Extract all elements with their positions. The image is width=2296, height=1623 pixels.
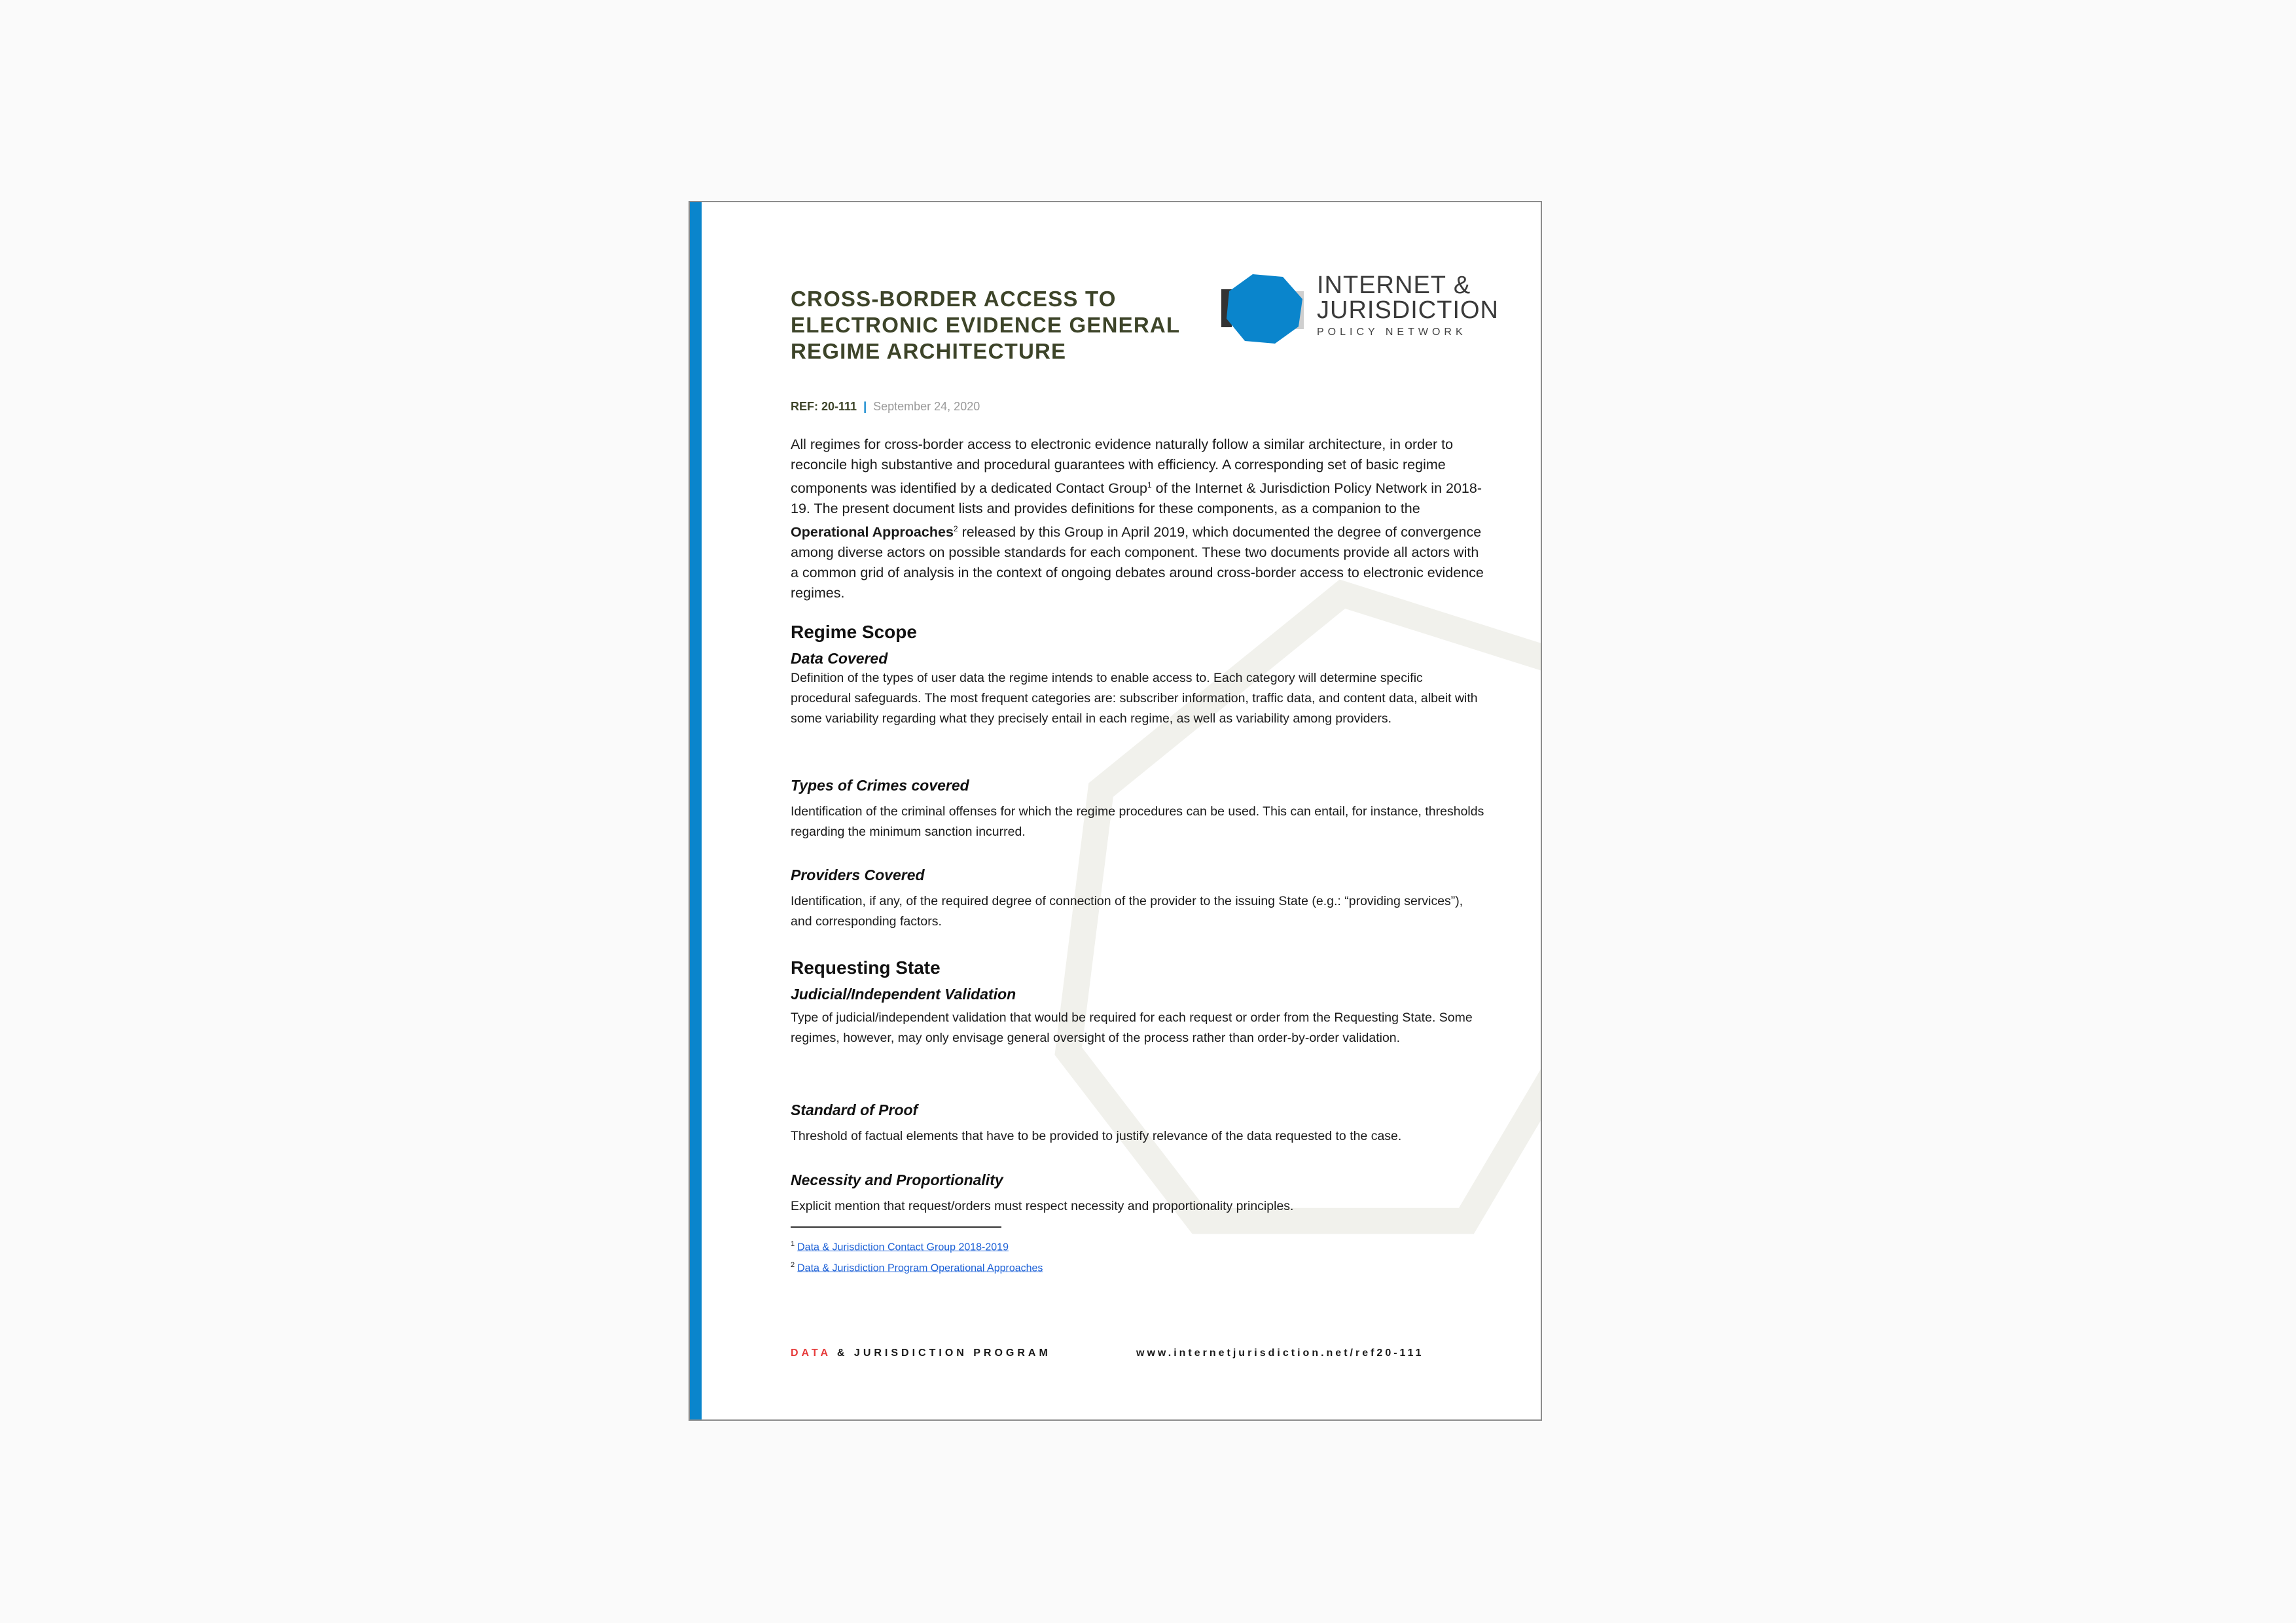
document-date: September 24, 2020: [873, 400, 980, 413]
footnote-ref-2: 2: [953, 524, 958, 534]
subsection-proof: [791, 1100, 1484, 1147]
intro-text-2: of the Internet & Jurisdiction Policy Network in 2018-19. The present document lists and provides definitions for these components, as a companion to the: [791, 480, 1482, 517]
footnote-number: 2: [791, 1261, 795, 1269]
subsection-title: Standard of Proof: [791, 1101, 918, 1118]
logo-hexagon-icon: [1220, 273, 1312, 345]
subsection-body: Identification of the criminal offenses for which the regime procedures can be used. This can entail, for instance, thresholds regarding the minimum sanction incurred.: [791, 804, 1484, 839]
intro-text-3: released by this Group in April 2019, which documented the degree of convergence among diverse actors on possible standards for each component. These two documents provide all actors with a common grid of analysis in the context of ongoing debates around cross-border access to electronic evidence regimes.: [791, 524, 1484, 601]
subsection-body: Definition of the types of user data the regime intends to enable access to. Each category will determine specific procedural safeguards. The most frequent categories are: subscriber information, traffic data, and content data, albeit with some variability regarding what they precisely entail in each regime, as well as variability among providers.: [791, 671, 1478, 726]
subsection-body: Explicit mention that request/orders must respect necessity and proportionality principles.: [791, 1199, 1294, 1213]
reference-line: [791, 400, 980, 414]
subsection-necessity: [791, 1170, 1484, 1217]
logo-line-3: POLICY NETWORK: [1317, 327, 1467, 338]
footnote-1: [791, 1240, 1009, 1253]
subsection-body: Type of judicial/independent validation that would be required for each request or order from the Requesting State. Some regimes, however, may only envisage general oversight of the process rather than order-by-order validation.: [791, 1010, 1473, 1045]
subsection-body: Threshold of factual elements that have to be provided to justify relevance of the data requested to the case.: [791, 1129, 1402, 1143]
subsection-body: Identification, if any, of the required degree of connection of the provider to the issuing State (e.g.: “providing services”), and corresponding factors.: [791, 894, 1463, 929]
reference-number: REF: 20-111: [791, 400, 857, 413]
logo-text: [1317, 273, 1499, 338]
section-regime-scope: [791, 621, 1484, 729]
reference-separator: |: [863, 400, 867, 413]
footnote-number: 1: [791, 1240, 795, 1248]
section-heading: Regime Scope: [791, 622, 917, 642]
section-requesting-state: [791, 957, 1484, 1048]
intro-bold-term: Operational Approaches: [791, 524, 954, 541]
subsection-crimes: [791, 776, 1484, 842]
logo-line-1: INTERNET &: [1317, 272, 1471, 299]
document-title: CROSS-BORDER ACCESS TO ELECTRONIC EVIDENCE GENERAL REGIME ARCHITECTURE: [791, 287, 1180, 363]
subsection-title: Providers Covered: [791, 866, 925, 883]
footer-program: [791, 1347, 1051, 1359]
subsection-title: Judicial/Independent Validation: [791, 986, 1016, 1003]
logo: [1220, 272, 1499, 345]
footnote-divider: [791, 1226, 1001, 1228]
footnote-link-2[interactable]: Data & Jurisdiction Program Operational Approaches: [797, 1262, 1043, 1274]
logo-line-2: JURISDICTION: [1317, 296, 1499, 324]
footnote-2: [791, 1261, 1043, 1274]
subsection-title: Necessity and Proportionality: [791, 1171, 1003, 1188]
subsection-providers: [791, 865, 1484, 932]
footnote-link-1[interactable]: Data & Jurisdiction Contact Group 2018-2019: [797, 1241, 1009, 1253]
intro-text-1: All regimes for cross-border access to electronic evidence naturally follow a similar architecture, in order to reconcile high substantive and procedural guarantees with efficiency. A corresponding set of basic regime components was identified by a dedicated Contact Group: [791, 437, 1454, 497]
footnote-ref-1: 1: [1147, 480, 1152, 490]
subsection-title: Types of Crimes covered: [791, 777, 969, 794]
footer-url[interactable]: www.internetjurisdiction.net/ref20-111: [1136, 1347, 1424, 1359]
document-page: [689, 201, 1542, 1421]
intro-paragraph: [791, 435, 1484, 603]
subsection-title: Data Covered: [791, 650, 888, 667]
section-heading: Requesting State: [791, 957, 941, 978]
footer-program-red: DATA: [791, 1347, 831, 1359]
footer-program-rest: & JURISDICTION PROGRAM: [831, 1347, 1051, 1359]
